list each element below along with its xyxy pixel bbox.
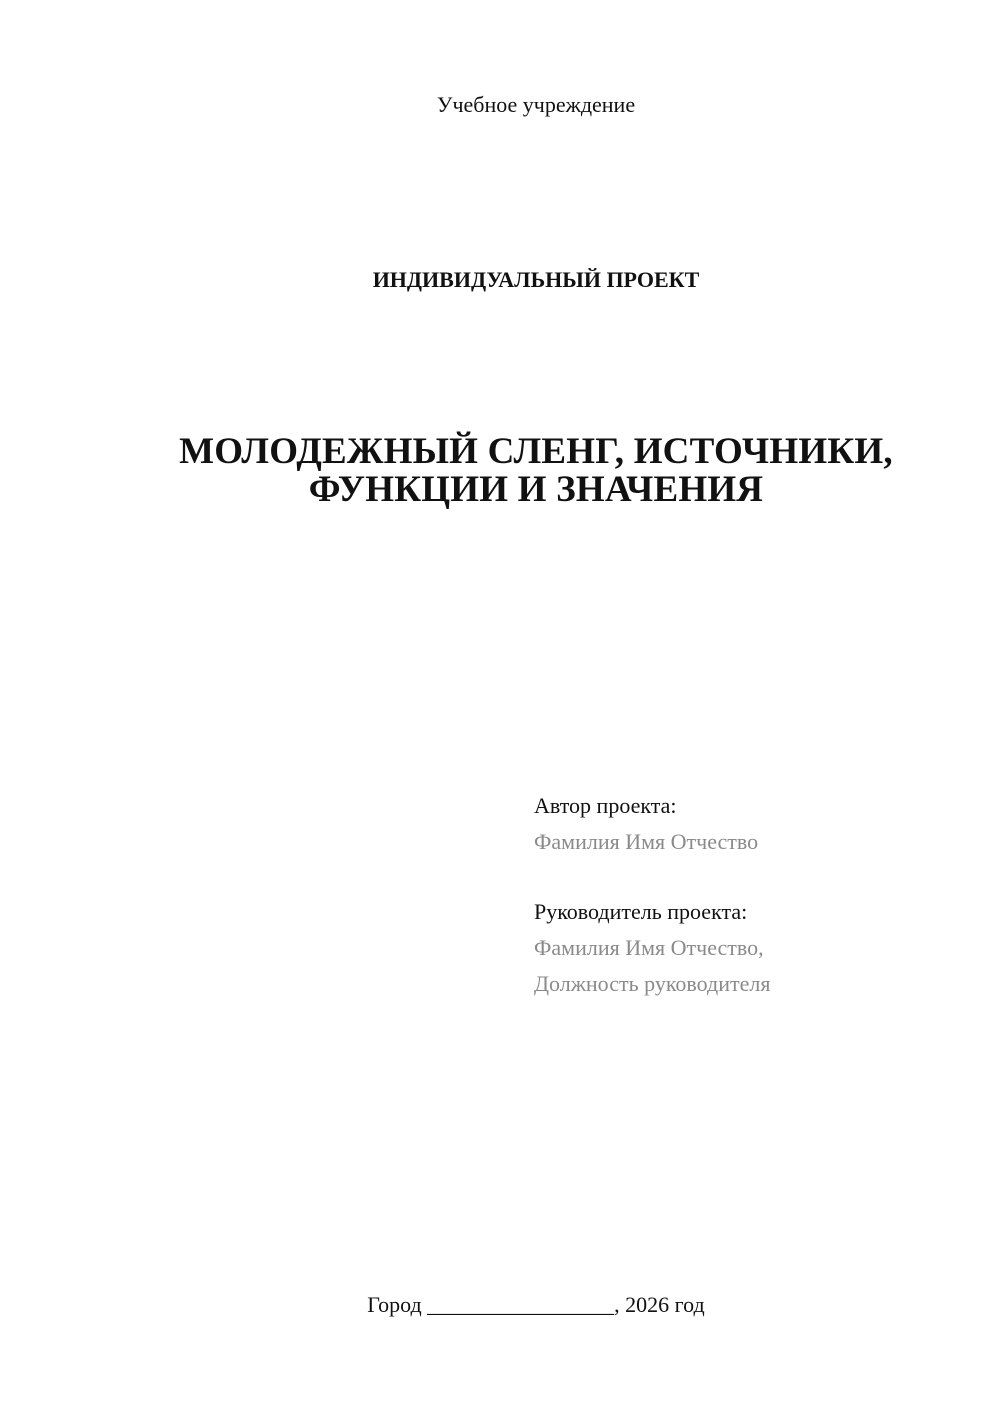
- credits-spacer: [534, 860, 770, 894]
- institution-name: Учебное учреждение: [436, 92, 636, 117]
- supervisor-position: Должность руководителя: [534, 971, 771, 996]
- document-type: ИНДИВИДУАЛЬНЫЙ ПРОЕКТ: [372, 267, 700, 292]
- city-label: Город: [367, 1292, 422, 1317]
- city-blank-line: _________________: [427, 1292, 615, 1317]
- author-label: Автор проекта:: [534, 793, 677, 818]
- project-title: [0, 433, 1000, 509]
- author-name: Фамилия Имя Отчество: [534, 829, 759, 854]
- footer-city-year: [0, 1290, 1000, 1320]
- credits-block: [534, 788, 770, 1002]
- project-title-line-1: МОЛОДЕЖНЫЙ СЛЕНГ, ИСТОЧНИКИ,: [179, 431, 893, 472]
- supervisor-name: Фамилия Имя Отчество,: [534, 935, 764, 960]
- year-text: , 2026 год: [614, 1292, 705, 1317]
- supervisor-label: Руководитель проекта:: [534, 899, 748, 924]
- project-title-line-2: ФУНКЦИИ И ЗНАЧЕНИЯ: [308, 469, 764, 510]
